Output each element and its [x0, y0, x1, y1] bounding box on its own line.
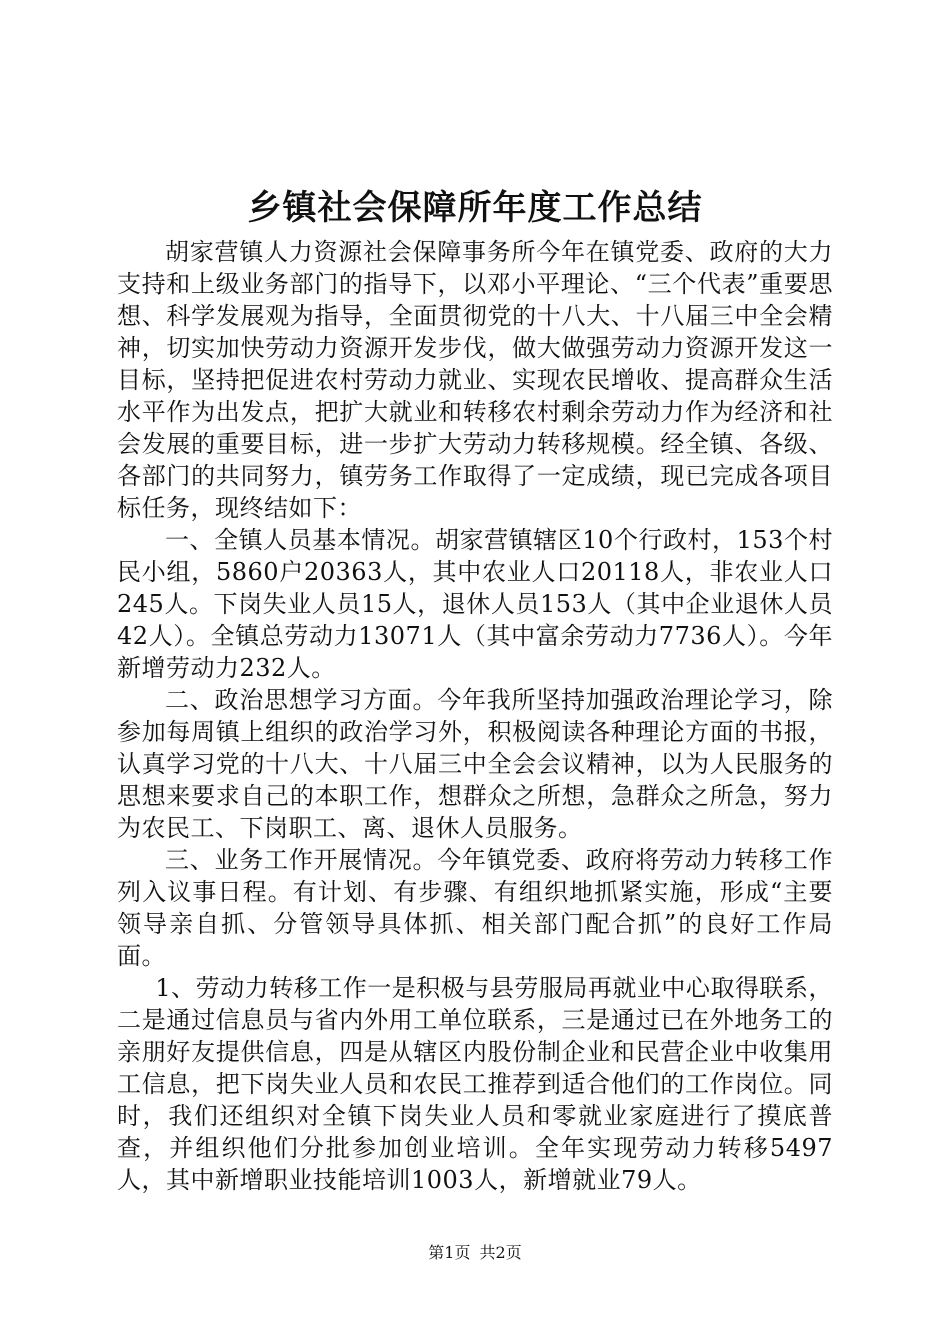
page-number: 第1页 — [428, 1243, 471, 1262]
page-total: 共2页 — [479, 1243, 522, 1262]
paragraph-section-3: 三、业务工作开展情况。今年镇党委、政府将劳动力转移工作列入议事日程。有计划、有步骤、有组织地抓紧实施，形成“主要领导亲自抓、分管领导具体抓、相关部门配合抓”的良好工作局面。 — [117, 846, 833, 970]
paragraph-section-1: 一、全镇人员基本情况。胡家营镇辖区10个行政村，153个村民小组，5860户20363人，其中农业人口20118人，非农业人口245人。下岗失业人员15人，退休人员153人（其中企业退休人员42人）。全镇总劳动力13071人（其中富余劳动力7736人）。今年新增劳动力232人。 — [117, 526, 833, 682]
paragraph-item-1: 1、劳动力转移工作一是积极与县劳服局再就业中心取得联系，二是通过信息员与省内外用工单位联系，三是通过已在外地务工的亲朋好友提供信息，四是从辖区内股份制企业和民营企业中收集用工信息，把下岗失业人员和农民工推荐到适合他们的工作岗位。同时，我们还组织对全镇下岗失业人员和零就业家庭进行了摸底普查，并组织他们分批参加创业培训。全年实现劳动力转移5497人，其中新增职业技能培训1003人，新增就业79人。 — [117, 974, 833, 1194]
document-title: 乡镇社会保障所年度工作总结 — [247, 188, 703, 228]
document-body — [117, 236, 833, 1196]
paragraph-section-2: 二、政治思想学习方面。今年我所坚持加强政治理论学习，除参加每周镇上组织的政治学习外，积极阅读各种理论方面的书报，认真学习党的十八大、十八届三中全会会议精神，以为人民服务的思想来要求自己的本职工作，想群众之所想，急群众之所急，努力为农民工、下岗职工、离、退休人员服务。 — [117, 686, 833, 842]
paragraph-intro: 胡家营镇人力资源社会保障事务所今年在镇党委、政府的大力支持和上级业务部门的指导下，以邓小平理论、“三个代表”重要思想、科学发展观为指导，全面贯彻党的十八大、十八届三中全会精神，切实加快劳动力资源开发步伐，做大做强劳动力资源开发这一目标，坚持把促进农村劳动力就业、实现农民增收、提高群众生活水平作为出发点，把扩大就业和转移农村剩余劳动力作为经济和社会发展的重要目标，进一步扩大劳动力转移规模。经全镇、各级、各部门的共同努力，镇劳务工作取得了一定成绩，现已完成各项目标任务，现终结如下： — [117, 238, 833, 522]
page-footer — [0, 1242, 950, 1264]
